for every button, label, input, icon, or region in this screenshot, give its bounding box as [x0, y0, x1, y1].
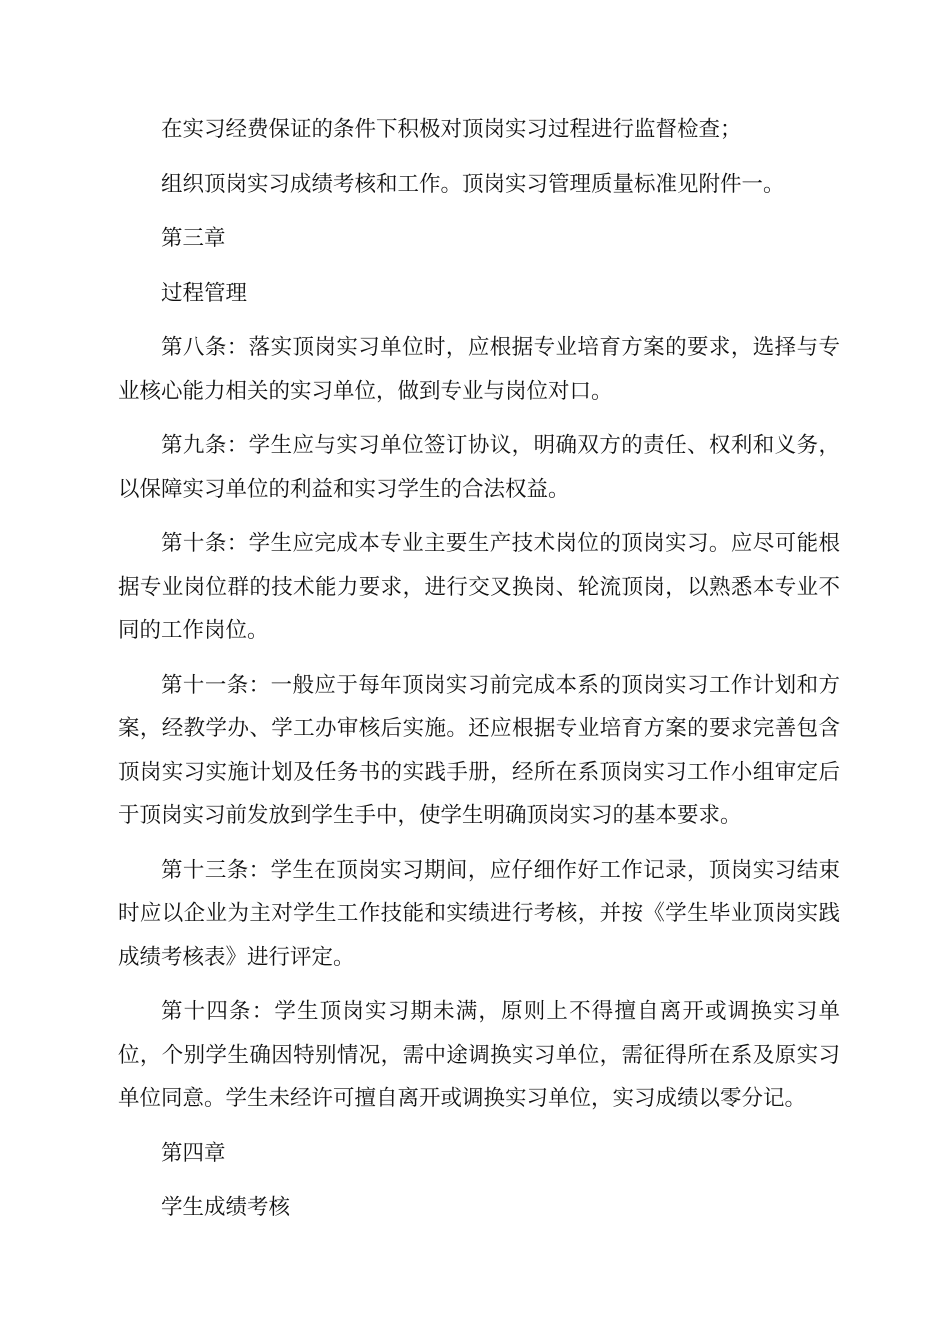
paragraph-supervision: 在实习经费保证的条件下积极对顶岗实习过程进行监督检查；: [161, 117, 742, 142]
paragraph-assessment: 组织顶岗实习成绩考核和工作。顶岗实习管理质量标准见附件一。: [161, 171, 785, 197]
chapter-four-title: 学生成绩考核: [161, 1195, 291, 1220]
article-nine: 第九条：学生应与实习单位签订协议，明确双方的责任、权利和义务，以保障实习单位的利益和实习学生的合法权益。: [118, 433, 840, 502]
article-eleven: 第十一条：一般应于每年顶岗实习前完成本系的顶岗实习工作计划和方案，经教学办、学工办审核后实施。还应根据专业培育方案的要求完善包含顶岗实习实施计划及任务书的实践手册，经所在系顶岗实习工作小组审定后于顶岗实习前发放到学生手中，使学生明确顶岗实习的基本要求。: [118, 672, 840, 828]
chapter-four-heading: 第四章: [161, 1140, 226, 1166]
chapter-three-title: 过程管理: [161, 280, 248, 306]
article-thirteen: 第十三条：学生在顶岗实习期间，应仔细作好工作记录，顶岗实习结束时应以企业为主对学生工作技能和实绩进行考核，并按《学生毕业顶岗实践成绩考核表》进行评定。: [118, 857, 840, 970]
chapter-three-heading: 第三章: [161, 226, 226, 251]
article-eight: 第八条：落实顶岗实习单位时，应根据专业培育方案的要求，选择与专业核心能力相关的实习单位，做到专业与岗位对口。: [118, 335, 840, 404]
article-fourteen: 第十四条：学生顶岗实习期未满，原则上不得擅自离开或调换实习单位，个别学生确因特别情况，需中途调换实习单位，需征得所在系及原实习单位同意。学生未经许可擅自离开或调换实习单位，实习成绩以零分记。: [118, 999, 840, 1111]
article-ten: 第十条：学生应完成本专业主要生产技术岗位的顶岗实习。应尽可能根据专业岗位群的技术能力要求，进行交叉换岗、轮流顶岗，以熟悉本专业不同的工作岗位。: [118, 531, 840, 643]
document-body: [118, 108, 840, 1241]
